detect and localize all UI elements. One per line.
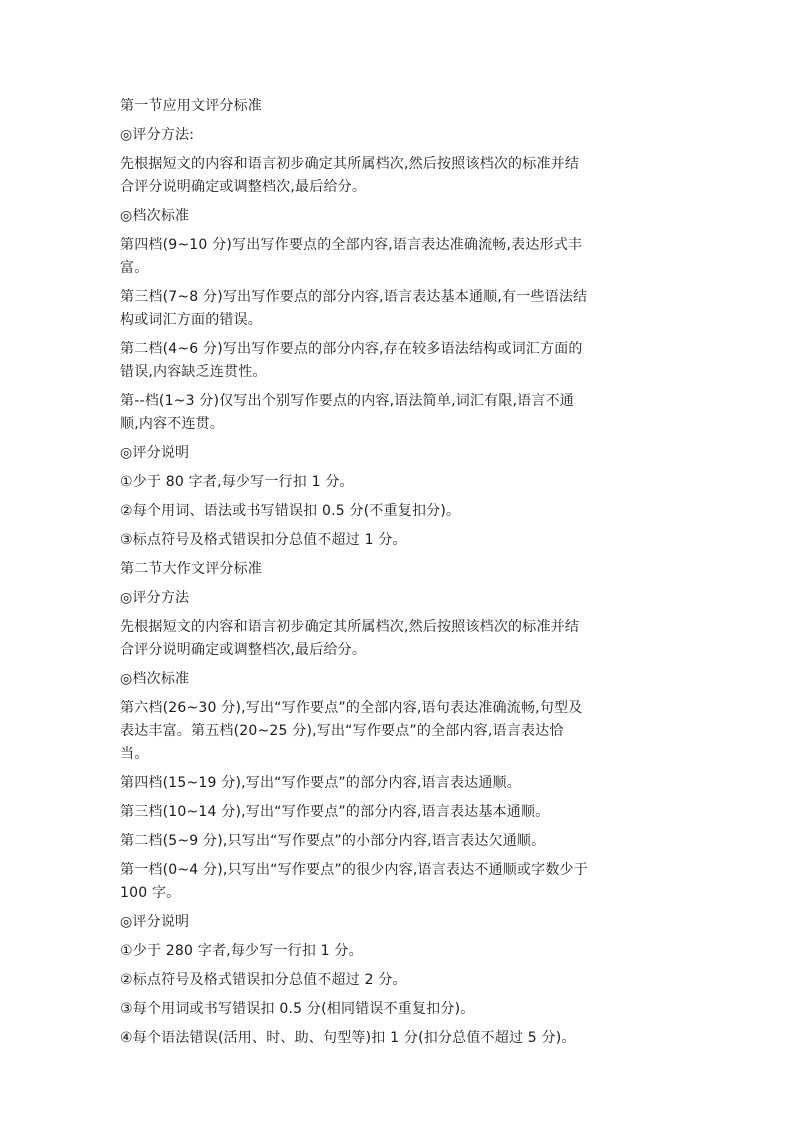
section-1-heading: 第一节应用文评分标准 (120, 98, 262, 114)
grade-1-text: 第--档(1~3 分)仅写出个别写作要点的内容,语法简单,词汇有限,语言不通顺,内容不连贯。 (120, 393, 574, 432)
note-1: ①少于 80 字者,每少写一行扣 1 分。 (120, 474, 354, 490)
essay-note-1: ①少于 280 字者,每少写一行扣 1 分。 (120, 943, 363, 959)
scoring-notes-heading: ◎评分说明 (120, 445, 190, 461)
document-body (120, 95, 590, 1056)
section-2-heading: 第二节大作文评分标准 (120, 561, 262, 577)
note-3: ③标点符号及格式错误扣分总值不超过 1 分。 (120, 532, 407, 548)
essay-grade-standard-heading: ◎档次标准 (120, 671, 190, 687)
note-2: ②每个用词、语法或书写错误扣 0.5 分(不重复扣分)。 (120, 503, 461, 519)
grade-2-text: 第二档(4~6 分)写出写作要点的部分内容,存在较多语法结构或词汇方面的错误,内容缺乏连贯性。 (120, 341, 583, 380)
essay-scoring-method-heading: ◎评分方法 (120, 590, 190, 606)
essay-grade-3-text: 第三档(10~14 分),写出“写作要点”的部分内容,语言表达基本通顺。 (120, 804, 550, 820)
essay-grade-6-5-text: 第六档(26~30 分),写出“写作要点”的全部内容,语句表达准确流畅,句型及表达丰富。第五档(20~25 分),写出“写作要点”的全部内容,语言表达恰当。 (120, 700, 583, 762)
scoring-method-text: 先根据短文的内容和语言初步确定其所属档次,然后按照该档次的标准并结合评分说明确定或调整档次,最后给分。 (120, 156, 580, 195)
essay-note-4: ④每个语法错误(活用、时、助、句型等)扣 1 分(扣分总值不超过 5 分)。 (120, 1030, 576, 1046)
grade-4-text: 第四档(9~10 分)写出写作要点的全部内容,语言表达准确流畅,表达形式丰富。 (120, 237, 583, 276)
essay-note-2: ②标点符号及格式错误扣分总值不超过 2 分。 (120, 972, 407, 988)
grade-3-text: 第三档(7~8 分)写出写作要点的部分内容,语言表达基本通顺,有一些语法结构或词汇方面的错误。 (120, 289, 588, 328)
essay-scoring-method-text: 先根据短文的内容和语言初步确定其所属档次,然后按照该档次的标准并结合评分说明确定或调整档次,最后给分。 (120, 619, 580, 658)
essay-grade-2-text: 第二档(5~9 分),只写出“写作要点”的小部分内容,语言表达欠通顺。 (120, 833, 546, 849)
essay-note-3: ③每个用词或书写错误扣 0.5 分(相同错误不重复扣分)。 (120, 1001, 475, 1017)
scoring-method-heading: ◎评分方法: (120, 127, 195, 143)
essay-grade-1-text: 第一档(0~4 分),只写出“写作要点”的很少内容,语言表达不通顺或字数少于100 字。 (120, 862, 588, 901)
essay-scoring-notes-heading: ◎评分说明 (120, 914, 190, 930)
essay-grade-4-text: 第四档(15~19 分),写出“写作要点”的部分内容,语言表达通顺。 (120, 775, 521, 791)
grade-standard-heading: ◎档次标准 (120, 208, 190, 224)
